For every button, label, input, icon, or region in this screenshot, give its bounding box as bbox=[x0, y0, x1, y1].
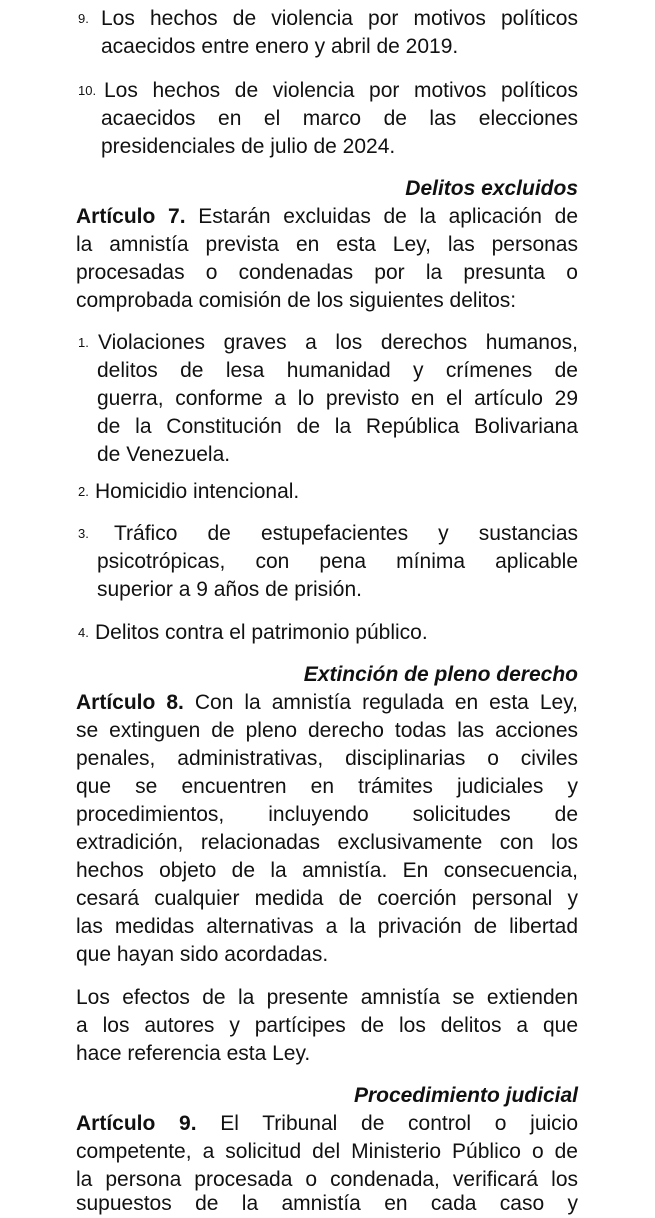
paragraph-line: a los autores y partícipes de los delitos a que bbox=[76, 1014, 578, 1037]
list-item-line: Los hechos de violencia por motivos políticos bbox=[104, 79, 578, 102]
list-item-line: Tráfico de estupefacientes y sustancias bbox=[114, 522, 578, 545]
list-number: 1. bbox=[78, 335, 89, 350]
list-item-line: Los hechos de violencia por motivos políticos bbox=[101, 7, 578, 30]
article-line: la amnistía prevista en esta Ley, las personas bbox=[76, 233, 578, 256]
article-line: penales, administrativas, disciplinarias o civiles bbox=[76, 747, 578, 770]
list-number: 2. bbox=[78, 484, 89, 499]
list-number: 4. bbox=[78, 625, 89, 640]
article-line: se extinguen de pleno derecho todas las acciones bbox=[76, 719, 578, 742]
article-line: competente, a solicitud del Ministerio Público o de bbox=[76, 1140, 578, 1163]
section-heading: Delitos excluidos bbox=[405, 177, 578, 200]
list-item-line: Violaciones graves a los derechos humanos, bbox=[98, 331, 578, 354]
list-item-line: Delitos contra el patrimonio público. bbox=[95, 621, 428, 644]
article-first-line bbox=[76, 1110, 578, 1138]
article-first-line bbox=[76, 203, 578, 231]
article-line: procedimientos, incluyendo solicitudes de bbox=[76, 803, 578, 826]
article-line: que se encuentren en trámites judiciales y bbox=[76, 775, 578, 798]
list-item-line: guerra, conforme a lo previsto en el artículo 29 bbox=[97, 387, 578, 410]
list-item-line: de Venezuela. bbox=[97, 443, 231, 466]
list-item-line: acaecidos entre enero y abril de 2019. bbox=[101, 35, 459, 58]
section-heading: Procedimiento judicial bbox=[353, 1084, 578, 1107]
article-line: supuestos de la amnistía en cada caso y bbox=[76, 1192, 578, 1215]
article-text: El Tribunal de control o juicio bbox=[220, 1112, 579, 1135]
section-heading: Extinción de pleno derecho bbox=[303, 663, 578, 686]
article-label: Artículo 7. bbox=[76, 205, 186, 228]
list-item-line: superior a 9 años de prisión. bbox=[97, 578, 362, 601]
article-label: Artículo 9. bbox=[76, 1112, 197, 1135]
article-first-line bbox=[76, 689, 578, 717]
article-line: que hayan sido acordadas. bbox=[76, 943, 329, 966]
list-item-line: de la Constitución de la República Bolivariana bbox=[97, 415, 578, 438]
list-item-line: Homicidio intencional. bbox=[95, 480, 300, 503]
list-item-line: delitos de lesa humanidad y crímenes de bbox=[97, 359, 578, 382]
article-line: cesará cualquier medida de coerción personal y bbox=[76, 887, 578, 910]
article-text: Con la amnistía regulada en esta Ley, bbox=[194, 691, 578, 714]
article-label: Artículo 8. bbox=[76, 691, 184, 714]
article-line: extradición, relacionadas exclusivamente con los bbox=[76, 831, 578, 854]
list-number: 9. bbox=[78, 11, 89, 26]
list-number: 3. bbox=[78, 526, 89, 541]
list-number: 10. bbox=[78, 83, 97, 98]
paragraph-line: Los efectos de la presente amnistía se extienden bbox=[76, 986, 578, 1009]
article-line: procesadas o condenadas por la presunta o bbox=[76, 261, 578, 284]
list-item-line: acaecidos en el marco de las elecciones bbox=[101, 107, 578, 130]
article-line: la persona procesada o condenada, verificará los bbox=[76, 1168, 578, 1191]
list-item-line: psicotrópicas, con pena mínima aplicable bbox=[97, 550, 578, 573]
article-line: hechos objeto de la amnistía. En consecuencia, bbox=[76, 859, 578, 882]
article-line: comprobada comisión de los siguientes delitos: bbox=[76, 289, 517, 312]
paragraph-line: hace referencia esta Ley. bbox=[76, 1042, 311, 1065]
article-text: Estarán excluidas de la aplicación de bbox=[198, 205, 578, 228]
list-item-line: presidenciales de julio de 2024. bbox=[101, 135, 396, 158]
article-line: las medidas alternativas a la privación de libertad bbox=[76, 915, 578, 938]
